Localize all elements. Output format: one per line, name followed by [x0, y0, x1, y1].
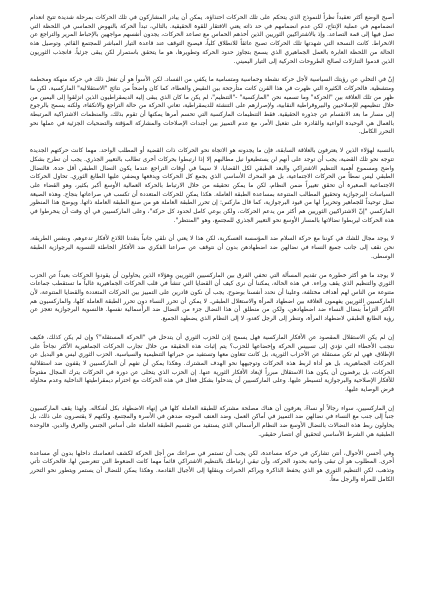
paragraph-2: إنّ في التخلي عن رؤيتك السياسية لأجل حركة نشطة وحماسية ومتسامية ما يكفي من الفساد. لكن الأسوأ هو أن تفعل ذلك في حركة منهكة ومحطمة ومتشظية. فالحركات الكثيرة التي ظهرت في هذا القرن كانت متأرجحة بين النقيض والعطاء، كما كان واضحاً من نتائج "الاستقلالية" الماركسية، لكن ما ظهر من تلك العلاقة بين "الحركة" وما تسميه نحن "الماركسية" -"التنظيم"، لم يكن ما كان الذي يبقى إليه الديمقراطيون الذين انزلقوا إلى اليمين من خلال تنظيمهم للإصلاحيين والبيروقراطية النقابية، ولإصرارهم على التنشئة للديمقراطية، تعاني الحركة من حالة التراجع والانكفاء، ولكنه يسمح بالرجوع إلى مسار ما بعد الانقسام عن جذوره الحقيقية. فقط التنظيمات الماركسية التي تحسم أمرها يمكنها أن تقوم بذلك، والمنظمات الاشتراكية المرتبطة بالعمال هي الوحيدة الواعية والقادرة على تفعيل الأمر، مع عدم التمييز بين أجندات الإصلاحات والمشاركة المؤقتة والتضحيات الجزئية في عملها نحو التحرر الكامل.: [30, 77, 394, 136]
paragraph-8: وفي أحسن الأحوال، أنتن تشاركن في حركة مساعدة، لكن يجب أن تستمر في صراعك من أجل الحركة لكشف انغماسك داخلها بدون أي مساعدة أخرى. المطلوب هو أن تبقى واعية بحدود الحركة، وأن تبقي ارتباطك بالتنظيم الاشتراكي قائماً مهما كانت الضغوط التي تتعرضين لها. فالحركات تأتي وتذهب، لكن التنظيم الثوري هو الذي يحفظ الذاكرة ويراكم الخبرات وينقلها إلى الأجيال القادمة. وهكذا يمكن للنضال أن يستمر ويتطور نحو التحرر الكامل للمرأة والرجل معاً.: [30, 450, 394, 483]
paragraph-6: إن لم يكن الاستقلال المقصود عن الأفكار الماركسية فهل يسمح إذن للحزب الثوري أن يتدخل في "الحركة المستقلة"؟ وإن لم يكن كذلك، فكيف نتجنب الأخطاء التي تؤدي إلى تسييس الحركة وإخضاعها للحزب؟ يتم إثبات هذه الحقيقة من خلال تجارب الحركات الجماهيرية الأكثر نجاحاً على الإطلاق، فهي لم تكن مستقلة عن الأحزاب الثورية، بل كانت تتعاون معها وتستفيد من خبراتها التنظيمية والسياسية. الحزب الثوري ليس هو البديل عن الحركات الجماهيرية، بل هو أداة لربط هذه الحركات وتوجيهها نحو الهدف المشترك. وهكذا يمكن أن نفهم أن الماركسيين لا يقفون ضد استقلالية الحركات، بل يرفضون أن يكون هذا الاستقلال مبرراً لإبعاد الأفكار الثورية عنها. إن الحزب الذي يتخلى عن دوره في الحركات يترك المجال مفتوحاً للأفكار الإصلاحية والبرجوازية لتسيطر عليها. وعلى الماركسيين أن يتدخلوا بشكل فعال في هذه الحركات مع احترام ديمقراطيتها الداخلية وعدم محاولة فرض الوصاية عليها.: [30, 334, 394, 394]
paragraph-3: بالنسبة لهؤلاء الذين لا يعترفون بالعلاقة السابقة، فإن ما يجدونه هو الاتجاه نحو الحركات ذات القضية أو المطلب الواحد. مهما كانت حركتهم الجديدة تتوجه نحو تلك القضية، يجب أن توجد على أنهم لن يستطيعوا نيل مطالبهم إلا إذا ارتبطوا بحركات أخرى تطالب بالتغيير الجذري. يجب أن تطرح بشكل واضح ومسموع أهمية التنظيم الاشتراكي والبعد الطبقي لكل القضايا، لا سيما في أوقات التراجع عندما يكون النضال الطبقي أقل حدة. فالنضال الطبقي ليس نمطاً من الحركات الاجتماعية، بل هو المحرك الأساسي الذي يجمع كل الحركات ويدفعها ويضفي عليها الطابع الثوري. تحاول الحركات الاجتماعية الصغيرة أن تحقق تغييراً ضمن النظام، لكن ما يمكن تحقيقه من خلال الارتباط بالحركة العمالية الأوسع أكبر بكثير، وهو القضاء على السياسات البرجوازية وتحقيق المطالب المتنوعة بمساعدة الطبقة العاملة. هكذا يمكن للحركات المتعددة أن تكسب في صراعاتها بنجاح. وهذه الصيغة تمثل توحيداً للجماهير وتحريراً لها من قيود البرجوازية، كما قال ماركس: إن تحرر الطبقة العاملة هو من صنع الطبقة العاملة ذاتها. ويوضح هذا المنظور الماركسي "إنّ الاشتراكيين الثوريين هم أكثر من يدعم الحركات، ولكن بوعي كامل لحدود كل حركة"، وعلى الماركسيين في أي وقت أن ينخرطوا في هذه الحركات ليربطوا نضالاتها بالمسار الأوسع نحو التغيير الجذري للمجتمع، وهو "المنتظر".: [30, 148, 394, 224]
paragraph-7: إن الماركسيين، سواء رجالاً أو نساءً، يعرفون أن هناك مصلحة مشتركة للطبقة العاملة كلها في إنهاء الاضطهاد بكل أشكاله. ولهذا يقف الماركسيون جنباً إلى جنب مع النساء في نضالهن ضد التمييز في أماكن العمل، وضد العنف الموجه ضدهن في الأسرة والمجتمع. ولكنهم لا يقتصرون على ذلك، بل يحاولون ربط هذه النضالات بالنضال الأوسع ضد النظام الرأسمالي الذي يستفيد من تقسيم الطبقة العاملة على أساس الجنس والعرق والدين. فالوحدة الطبقية هي الشرط الأساسي لتحقيق أي انتصار حقيقي.: [30, 405, 394, 438]
paragraph-4: لا يوجد مجال للشك في كوننا مع حركة السلام ضد المؤسسة العسكرية، لكن هذا لا يعني أن نلقي جانباً بنقدنا اللاذع لأفكار تدعوهم. وبنفس الطريقة، نحن نقف إلى جانب جميع النساء في نضالهن ضد اضطهادهن بدون أن نتوقف عن صراعنا الفكري ضد الأفكار الخاطئة للنسوية البرجوازية الطبقة الوسطى.: [30, 236, 394, 260]
paragraph-5: لا يوجد ما هو أكثر خطورة من تقديم المسألة التي تخفي الفرق بين الماركسيين الثوريين وهؤلاء الذين يحاولون أن يقودوا الحركات بعيداً عن الحزب الثوري والتنظيم الذي يقف وراءه. في هذه الحالة، يمكننا أن نرى كيف أن القضايا التي تنشأ في قلب الحركات الجماهيرية غالباً ما تستقطب جماعات متنوعة من الناس لهم أهداف مختلفة، وعلينا أن نحدد أنفسنا بوضوح. يجب أن نكون قادرين على التمييز بين الحركات المتعددة والقضايا المتنوعة، لأن الماركسيين الثوريين يفهمون العلاقة بين اضطهاد المرأة والاستغلال الطبقي. لا يمكن أن تحرر النساء دون تحرر الطبقة العاملة كلها، والماركسيون هم الأكثر التزاماً بنضال النساء ضد اضطهادهن، ولكن من منطلق أن هذا النضال جزء من النضال ضد الرأسمالية نفسها. فالنسوية البرجوازية تعجز عن رؤية الطابع الطبقي لاضطهاد المرأة، وتنظر إلى الرجل كعدو، لا إلى النظام الذي يضطهد الجميع.: [30, 272, 394, 323]
paragraph-1: أصبح الوضع أكثر تعقيداً نظراً للنموذج الذي يتحكم على تلك الحركات احتذاؤه. يمكن أن يبادر المشاركون في تلك الحركات بمرحلة شديدة تتيح انعدام انضمامهم في عملية الإنتاج، لكن عدم انضمامهم في حد ذاته يعني الافتقار للقوة الحقيقية. بالتالي، تبدأ الحركة بالنهوض الحماسي في اللحظة التي تصل فيها إلى قمة التصاعد. وإذ بالاشتراكيين الثوريين الذين أخذهم الحماس مع تصاعد الحركات، يجدون أنفسهم مواجهين بالإحباط المرير والتراجع عن الانخراط. كانت النسخة التي شهدتها تلك الحركات تصبح عائقاً للانطلاق كلياً، فيصبح التوقف عند قاعدة التيار المباشر للمجتمع القائم. وتوصيل هذه الحالة من اللحظة العابرة بالعمل الجماهيري الذي يسمح بتجاوز حدود الحركة وتطويرها، هو ما يتحقق باستمرار لكن يبقى جزئياً. فانجذب الثوريون الذين قدموا التنازلات لصالح الطروحات الحركية إلى التيار اليميني.: [30, 15, 394, 65]
